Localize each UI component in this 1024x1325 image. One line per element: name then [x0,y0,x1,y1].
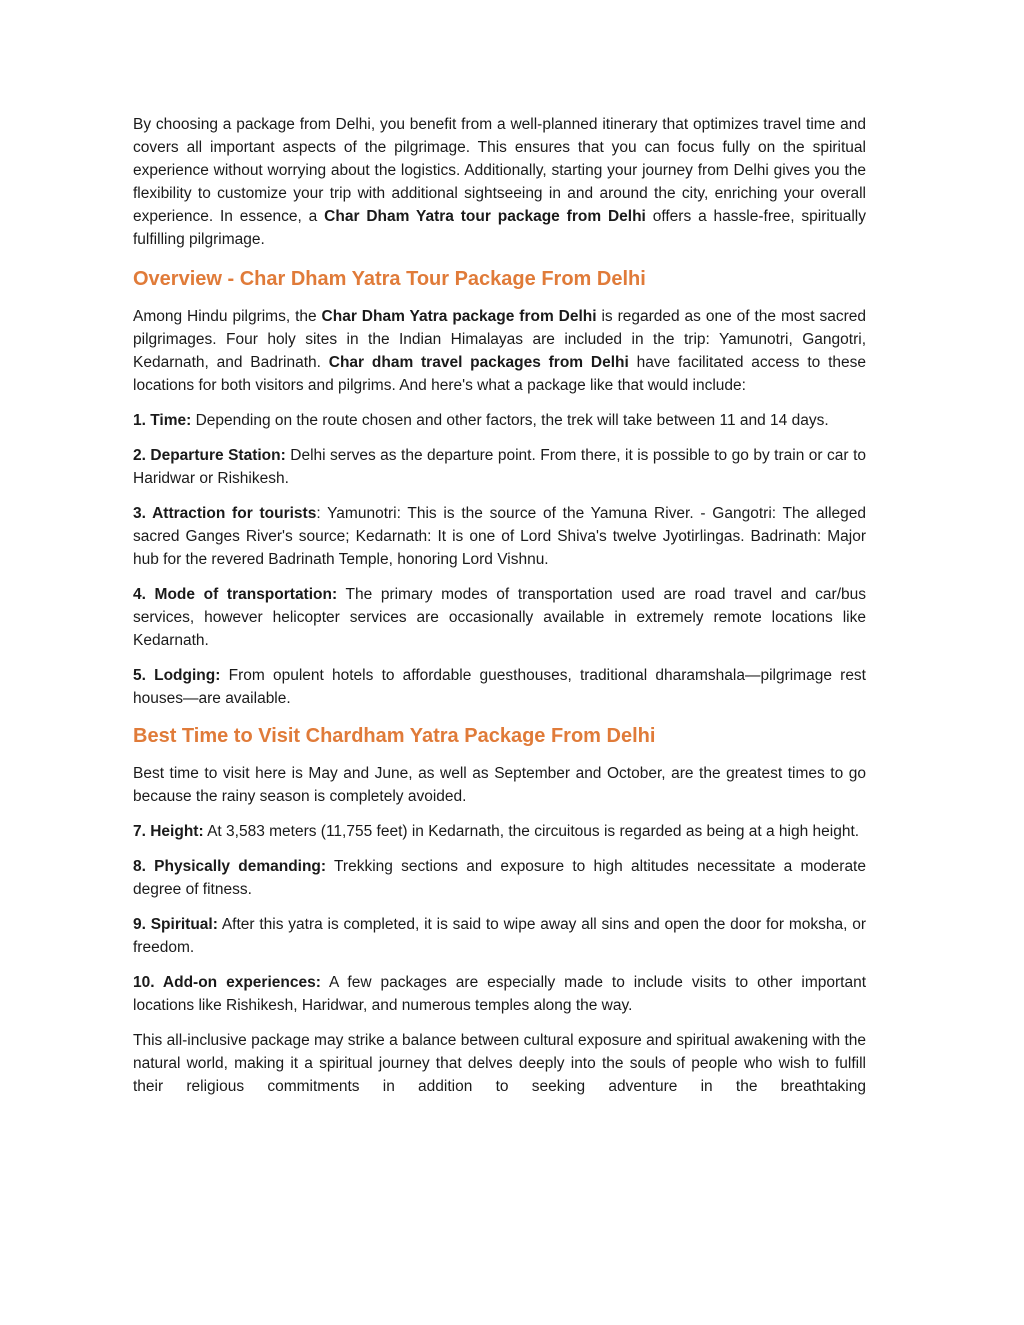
intro-bold-phrase: Char Dham Yatra tour package from Delhi [324,208,646,225]
section-heading-overview: Overview - Char Dham Yatra Tour Package From Delhi [133,268,646,290]
list-item-departure: 2. Departure Station: Delhi serves as the departure point. From there, it is possible to go by train or car to Haridwar or Rishikesh. [133,447,866,487]
closing-paragraph: This all-inclusive package may strike a balance between cultural exposure and spiritual awakening with the natural world, making it a spiritual journey that delves deeply into the souls of people who wish to fulfill their religious commitments in addition to seeking adventure in the breathtaking [133,1032,866,1095]
list-item-height: 7. Height: At 3,583 meters (11,755 feet) in Kedarnath, the circuitous is regarded as being at a high height. [133,823,860,840]
document-page [133,113,866,1098]
intro-paragraph: By choosing a package from Delhi, you benefit from a well-planned itinerary that optimizes travel time and covers all important aspects of the pilgrimage. This ensures that you can focus fully on the spiritual experience without worrying about the logistics. Additionally, starting your journey from Delhi gives you the flexibility to customize your trip with additional sightseeing in and around the city, enriching your overall experience. In essence, a Char Dham Yatra tour package from Delhi offers a hassle-free, spiritually fulfilling pilgrimage. [133,116,866,248]
list-item-physically-demanding: 8. Physically demanding: Trekking sections and exposure to high altitudes necessitate a moderate degree of fitness. [133,858,866,898]
list-item-spiritual: 9. Spiritual: After this yatra is completed, it is said to wipe away all sins and open the door for moksha, or freedom. [133,916,866,956]
list-item-time: 1. Time: Depending on the route chosen and other factors, the trek will take between 11 and 14 days. [133,412,829,429]
best-time-paragraph: Best time to visit here is May and June, as well as September and October, are the greatest times to go because the rainy season is completely avoided. [133,765,866,805]
list-item-transportation: 4. Mode of transportation: The primary modes of transportation used are road travel and car/bus services, however helicopter services are occasionally available in extremely remote locations like Kedarnath. [133,586,867,649]
section-heading-best-time: Best Time to Visit Chardham Yatra Package From Delhi [133,725,656,747]
list-item-lodging: 5. Lodging: From opulent hotels to affordable guesthouses, traditional dharamshala—pilgrimage rest houses—are available. [133,667,866,707]
list-item-attractions: 3. Attraction for tourists: Yamunotri: This is the source of the Yamuna River. - Gangotri: The alleged sacred Ganges River's source; Kedarnath: It is one of Lord Shiva's twelve Jyotirlingas. Badrinath: Major hub for the revered Badrinath Temple, honoring Lord Vishnu. [133,505,866,568]
overview-paragraph: Among Hindu pilgrims, the Char Dham Yatra package from Delhi is regarded as one of the most sacred pilgrimages. Four holy sites in the Indian Himalayas are included in the trip: Yamunotri, Gangotri, Kedarnath, and Badrinath. Char dham travel packages from Delhi have facilitated access to these locations for both visitors and pilgrims. And here's what a package like that would include: [133,308,866,394]
list-item-add-on: 10. Add-on experiences: A few packages are especially made to include visits to other important locations like Rishikesh, Haridwar, and numerous temples along the way. [133,974,867,1014]
